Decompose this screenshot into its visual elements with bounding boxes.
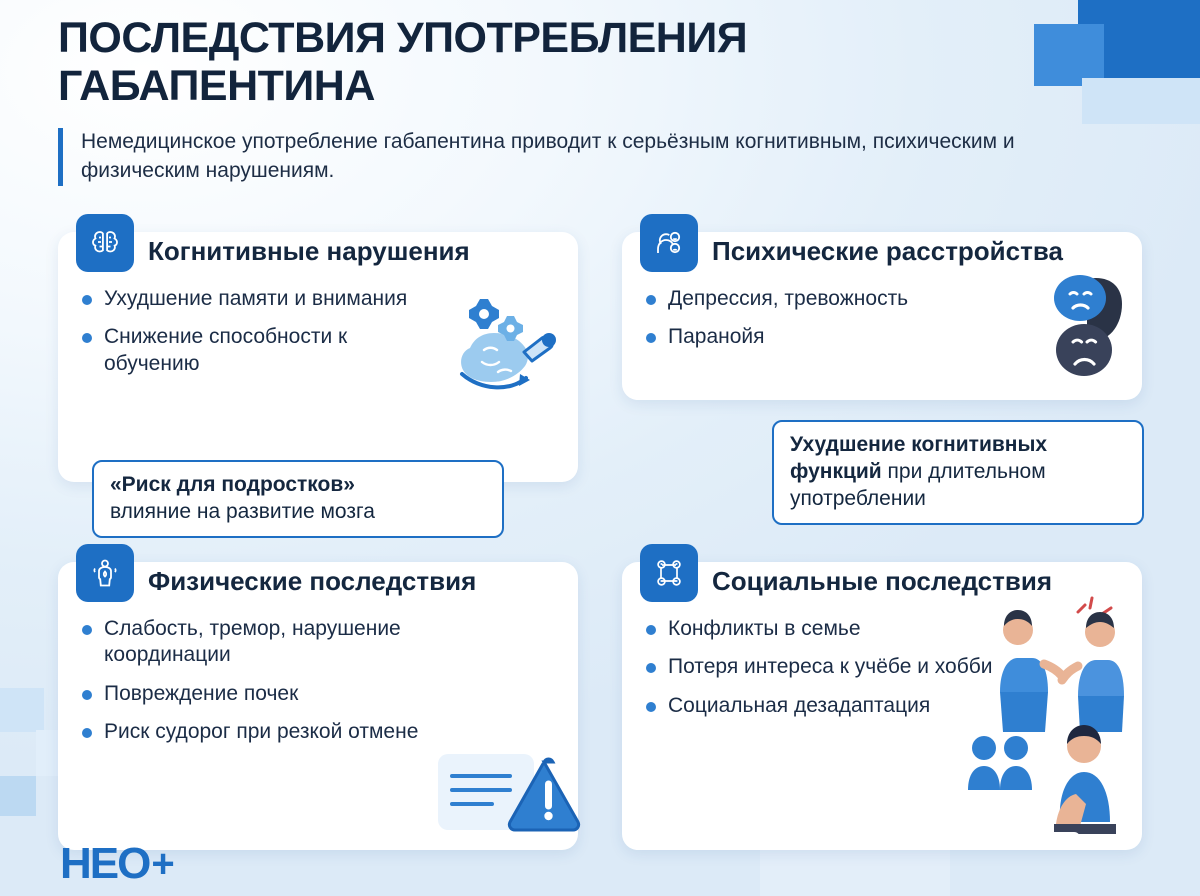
callout-long-term-title: Ухудшение когнитивных функций — [790, 433, 1048, 483]
list-item: Снижение способности к обучению — [80, 324, 440, 377]
callout-long-term — [772, 420, 1144, 525]
header — [58, 14, 1058, 186]
page-title: ПОСЛЕДСТВИЯ УПОТРЕБЛЕНИЯ ГАБАПЕНТИНА — [58, 14, 748, 111]
card-title: Социальные последствия — [712, 566, 1053, 597]
card-title: Когнитивные нарушения — [148, 236, 470, 267]
callout-teen-risk-title: «Риск для подростков» — [110, 473, 355, 496]
list-item: Конфликты в семье — [644, 616, 1004, 642]
subtitle-block — [58, 128, 1018, 186]
family-conflict-illustration — [960, 596, 1160, 851]
list-item: Социальная дезадаптация — [644, 693, 1004, 719]
list-item: Депрессия, тревожность — [644, 286, 1004, 312]
card-header — [58, 232, 578, 276]
brain-gears-illustration — [432, 278, 582, 433]
warning-triangle-illustration — [438, 742, 588, 855]
list-item: Потеря интереса к учёбе и хобби — [644, 654, 1004, 680]
card-header — [58, 562, 578, 606]
list-item: Паранойя — [644, 324, 1004, 350]
list-item: Слабость, тремор, нарушение координации — [80, 616, 440, 669]
callout-teen-risk-text: влияние на развитие мозга — [110, 499, 375, 523]
list-item: Риск судорог при резкой отмене — [80, 719, 440, 745]
logo-plus: + — [151, 842, 175, 886]
callout-long-term-text: при длительном употреблении — [790, 459, 1046, 510]
list-item: Повреждение почек — [80, 681, 440, 707]
callout-teen-risk — [92, 460, 504, 538]
head-emotions-icon — [640, 214, 698, 272]
theatre-masks-illustration — [1020, 268, 1148, 401]
body-icon — [76, 544, 134, 602]
network-people-icon — [640, 544, 698, 602]
decor-square-bottom-left-3 — [0, 776, 36, 816]
decor-square-top-right-pale — [1082, 78, 1200, 124]
logo-text: НЕО — [60, 839, 150, 888]
card-title: Физические последствия — [148, 566, 477, 597]
logo — [60, 839, 175, 888]
list-item: Ухудшение памяти и внимания — [80, 286, 440, 312]
page-subtitle: Немедицинское употребление габапентина приводит к серьёзным когнитивным, психическим и физическим нарушениям. — [81, 130, 1015, 183]
brain-icon — [76, 214, 134, 272]
card-title: Психические расстройства — [712, 236, 1063, 267]
decor-square-bottom-left-1 — [0, 688, 44, 732]
